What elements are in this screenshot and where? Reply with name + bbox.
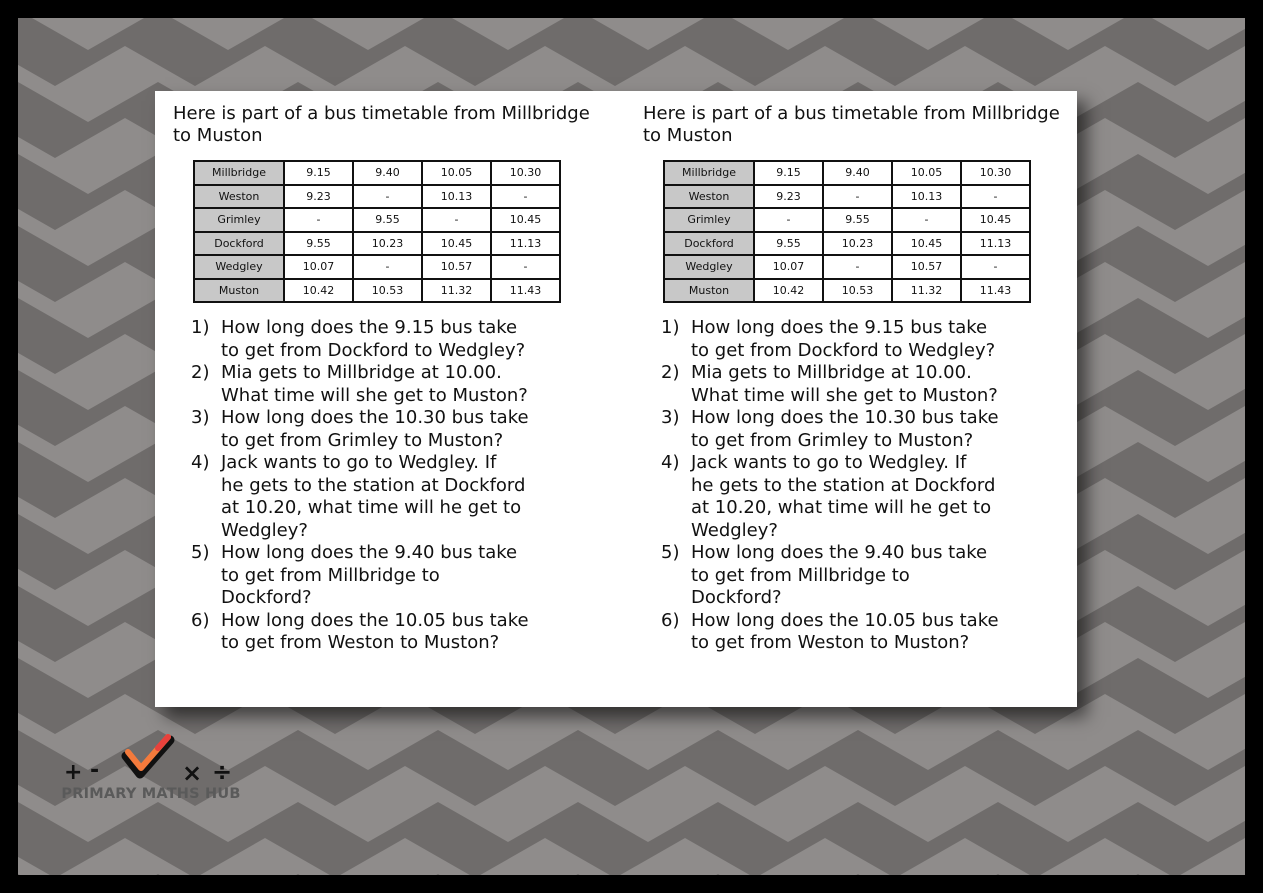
question-text-line: to get from Dockford to Wedgley? xyxy=(221,339,526,361)
time-cell: - xyxy=(754,208,823,232)
primary-maths-hub-logo xyxy=(56,730,246,810)
question-text-line: How long does the 10.30 bus take xyxy=(691,407,999,428)
time-cell: 10.07 xyxy=(284,255,353,279)
time-cell: 10.05 xyxy=(422,161,491,185)
time-cell: 10.45 xyxy=(961,208,1030,232)
question-text-line: How long does the 9.40 bus take xyxy=(221,542,518,563)
question-number: 4) xyxy=(661,452,680,473)
stop-name-cell: Grimley xyxy=(194,208,284,232)
time-cell: 9.55 xyxy=(754,232,823,256)
time-cell: 10.30 xyxy=(491,161,560,185)
time-cell: - xyxy=(353,185,422,209)
timetable-row xyxy=(664,185,1030,209)
intro-text: Here is part of a bus timetable from Millbridge to Muston xyxy=(643,103,1060,146)
time-cell: 10.45 xyxy=(491,208,560,232)
time-cell: 11.32 xyxy=(422,279,491,303)
worksheet-sheet xyxy=(155,91,1077,707)
stop-name-cell: Grimley xyxy=(664,208,754,232)
time-cell: - xyxy=(823,255,892,279)
time-cell: 9.23 xyxy=(754,185,823,209)
time-cell: 9.55 xyxy=(353,208,422,232)
time-cell: - xyxy=(961,185,1030,209)
time-cell: 10.30 xyxy=(961,161,1030,185)
question-item xyxy=(173,407,593,452)
time-cell: 10.05 xyxy=(892,161,961,185)
minus-icon: - xyxy=(90,758,100,783)
timetable-row xyxy=(664,208,1030,232)
stop-name-cell: Millbridge xyxy=(194,161,284,185)
time-cell: - xyxy=(961,255,1030,279)
timetable-row xyxy=(664,161,1030,185)
time-cell: 11.13 xyxy=(961,232,1030,256)
question-item xyxy=(643,452,1063,542)
stop-name-cell: Dockford xyxy=(664,232,754,256)
stop-name-cell: Weston xyxy=(194,185,284,209)
time-cell: 10.57 xyxy=(422,255,491,279)
plus-icon: + xyxy=(64,760,83,785)
timetable-row xyxy=(664,255,1030,279)
question-item xyxy=(173,610,593,655)
stop-name-cell: Wedgley xyxy=(194,255,284,279)
question-text-line: Dockford? xyxy=(221,587,312,608)
time-cell: 9.40 xyxy=(353,161,422,185)
time-cell: 11.43 xyxy=(961,279,1030,303)
timetable-row xyxy=(664,232,1030,256)
question-number: 5) xyxy=(661,542,680,563)
times-icon: × xyxy=(182,759,203,787)
question-text-line: to get from Grimley to Muston? xyxy=(221,429,504,451)
question-text-line: Dockford? xyxy=(691,587,782,608)
worksheet-panel-left xyxy=(173,103,593,655)
question-text-line: What time will she get to Muston? xyxy=(221,384,528,406)
question-text-line: to get from Millbridge to xyxy=(221,564,440,586)
question-text-line: he gets to the station at Dockford xyxy=(691,474,996,496)
question-text-line: Mia gets to Millbridge at 10.00. xyxy=(691,362,972,383)
timetable-row xyxy=(194,279,560,303)
question-number: 1) xyxy=(661,317,680,338)
question-text-line: What time will she get to Muston? xyxy=(691,384,998,406)
stop-name-cell: Muston xyxy=(194,279,284,303)
question-text-line: How long does the 9.15 bus take xyxy=(691,317,988,338)
stop-name-cell: Wedgley xyxy=(664,255,754,279)
question-text-line: to get from Weston to Muston? xyxy=(221,632,500,653)
question-number: 5) xyxy=(191,542,210,563)
time-cell: - xyxy=(422,208,491,232)
question-text-line: How long does the 10.05 bus take xyxy=(691,609,999,631)
timetable-row xyxy=(194,208,560,232)
question-item xyxy=(643,317,1063,362)
intro-text: Here is part of a bus timetable from Millbridge to Muston xyxy=(173,103,590,146)
time-cell: - xyxy=(491,255,560,279)
question-text-line: Mia gets to Millbridge at 10.00. xyxy=(221,362,502,383)
time-cell: 10.45 xyxy=(422,232,491,256)
question-text-line: to get from Millbridge to xyxy=(691,564,910,586)
question-list xyxy=(173,317,593,655)
question-item xyxy=(173,542,593,610)
time-cell: 11.43 xyxy=(491,279,560,303)
time-cell: 10.42 xyxy=(754,279,823,303)
timetable-row xyxy=(194,232,560,256)
question-number: 1) xyxy=(191,317,210,338)
question-text-line: How long does the 9.40 bus take xyxy=(691,542,988,563)
time-cell: 11.13 xyxy=(491,232,560,256)
time-cell: - xyxy=(353,255,422,279)
timetable-row xyxy=(194,185,560,209)
timetable-row xyxy=(194,161,560,185)
time-cell: 9.23 xyxy=(284,185,353,209)
question-text-line: Jack wants to go to Wedgley. If xyxy=(691,452,967,473)
time-cell: 9.55 xyxy=(823,208,892,232)
time-cell: 11.32 xyxy=(892,279,961,303)
question-item xyxy=(173,362,593,407)
question-item xyxy=(643,362,1063,407)
time-cell: 10.13 xyxy=(422,185,491,209)
question-text-line: to get from Weston to Muston? xyxy=(691,632,970,653)
time-cell: 9.15 xyxy=(284,161,353,185)
question-number: 4) xyxy=(191,452,210,473)
time-cell: 10.57 xyxy=(892,255,961,279)
time-cell: 9.15 xyxy=(754,161,823,185)
question-number: 3) xyxy=(661,407,680,428)
question-item xyxy=(643,407,1063,452)
question-number: 2) xyxy=(191,362,210,383)
question-text-line: Jack wants to go to Wedgley. If xyxy=(221,452,497,473)
time-cell: 10.53 xyxy=(353,279,422,303)
time-cell: - xyxy=(491,185,560,209)
question-text-line: at 10.20, what time will he get to xyxy=(691,497,992,518)
time-cell: 10.23 xyxy=(353,232,422,256)
question-text-line: How long does the 9.15 bus take xyxy=(221,317,518,338)
stop-name-cell: Weston xyxy=(664,185,754,209)
question-text-line: Wedgley? xyxy=(221,519,308,541)
time-cell: 10.13 xyxy=(892,185,961,209)
time-cell: - xyxy=(284,208,353,232)
bus-timetable xyxy=(663,160,1031,303)
question-number: 6) xyxy=(661,609,680,631)
checkmark-icon xyxy=(118,734,178,782)
question-text-line: at 10.20, what time will he get to xyxy=(221,497,522,518)
question-text-line: to get from Dockford to Wedgley? xyxy=(691,339,996,361)
question-text-line: Wedgley? xyxy=(691,519,778,541)
time-cell: 9.40 xyxy=(823,161,892,185)
bus-timetable xyxy=(193,160,561,303)
time-cell: 9.55 xyxy=(284,232,353,256)
worksheet-panel-right xyxy=(643,103,1063,655)
question-text-line: How long does the 10.30 bus take xyxy=(221,407,529,428)
question-item xyxy=(643,610,1063,655)
time-cell: - xyxy=(892,208,961,232)
time-cell: 10.53 xyxy=(823,279,892,303)
question-text-line: to get from Grimley to Muston? xyxy=(691,429,974,451)
question-number: 6) xyxy=(191,609,210,631)
time-cell: 10.45 xyxy=(892,232,961,256)
timetable-row xyxy=(194,255,560,279)
question-item xyxy=(643,542,1063,610)
stop-name-cell: Dockford xyxy=(194,232,284,256)
question-text-line: he gets to the station at Dockford xyxy=(221,474,526,496)
time-cell: 10.42 xyxy=(284,279,353,303)
time-cell: 10.23 xyxy=(823,232,892,256)
logo-text: PRIMARY MATHS HUB xyxy=(61,786,241,802)
question-item xyxy=(173,452,593,542)
stop-name-cell: Muston xyxy=(664,279,754,303)
question-number: 3) xyxy=(191,407,210,428)
time-cell: - xyxy=(823,185,892,209)
stop-name-cell: Millbridge xyxy=(664,161,754,185)
time-cell: 10.07 xyxy=(754,255,823,279)
question-item xyxy=(173,317,593,362)
question-list xyxy=(643,317,1063,655)
question-text-line: How long does the 10.05 bus take xyxy=(221,609,529,631)
question-number: 2) xyxy=(661,362,680,383)
timetable-row xyxy=(664,279,1030,303)
divide-icon: ÷ xyxy=(212,758,233,786)
